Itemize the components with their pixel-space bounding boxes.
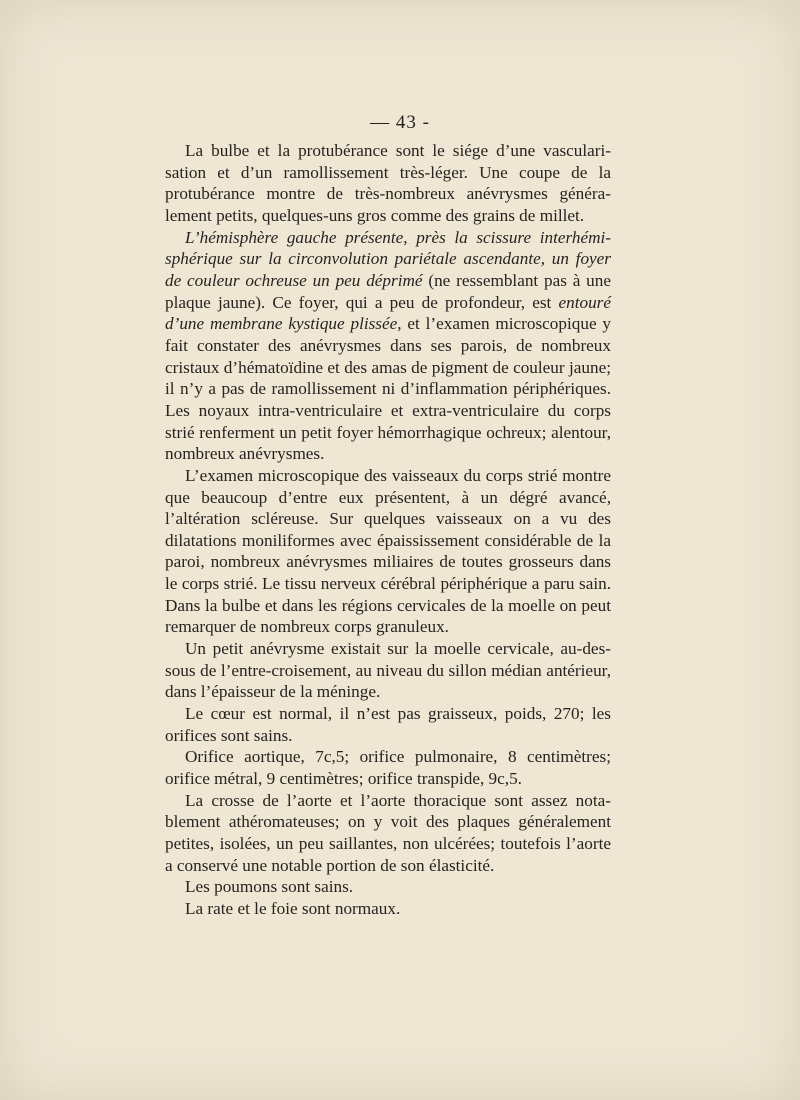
italic-text-segment: L’hémisphère gauche présente, près la scissure interhémisphérique sur la circonvolution pariétale ascendante, un foyer de couleur ochreuse un peu déprimé [165, 227, 611, 290]
paragraph [165, 465, 611, 638]
text-segment: (ne ressemblant pas à une plaque jaune). Ce foyer, qui a peu de profondeur, est [165, 270, 611, 312]
paragraph [165, 790, 611, 877]
page-number: — 43 - [370, 112, 430, 133]
text-segment: La bulbe et la protubérance sont le siége d’une vascularisation et d’un ramollissement très-léger. Une coupe de la protubérance montre de très-nombreux anévrysmes généralement petits, quelques-uns gros comme des grains de millet. [165, 141, 611, 225]
paragraph [165, 227, 611, 465]
text-segment: L’examen microscopique des vaisseaux du corps strié montre que beaucoup d’entre eux présentent, à un dégré avancé, l’altération scléreuse. Sur quelques vaisseaux on a vu des dilatations moniliformes avec épaississement considérable de la paroi, nombreux anévrysmes miliaires de toutes grosseurs dans le corps strié. Le tissu nerveux cérébral périphérique a paru sain. Dans la bulbe et dans les régions cervicales de la moelle on peut remarquer de nombreux corps granuleux. [165, 465, 611, 637]
italic-text-segment: entouré d’une membrane kystique plissée [165, 292, 611, 334]
text-segment: Les poumons sont sains. [185, 877, 354, 897]
text-segment: La rate et le foie sont normaux. [185, 898, 401, 918]
body-text [165, 140, 611, 920]
paragraph [165, 638, 611, 703]
paragraph [165, 876, 611, 898]
paragraph [165, 746, 611, 789]
text-segment: Orifice aortique, 7c,5; orifice pulmonaire, 8 centimètres; orifice métral, 9 centimètres; orifice transpide, 9c,5. [165, 747, 611, 789]
paragraph [165, 703, 611, 746]
text-segment: Un petit anévrysme existait sur la moelle cervicale, au-dessous de l’entre-croisement, au niveau du sillon médian antérieur, dans l’épaisseur de la méninge. [165, 639, 611, 702]
paragraph [165, 140, 611, 227]
text-segment: La crosse de l’aorte et l’aorte thoracique sont assez notablement athéromateuses; on y voit des plaques généralement petites, isolées, un peu saillantes, non ulcérées; toutefois l’aorte a conservé une notable portion de son élasticité. [165, 790, 611, 875]
text-segment: Le cœur est normal, il n’est pas graisseux, poids, 270; les orifices sont sains. [165, 704, 611, 745]
paragraph [165, 898, 611, 920]
text-segment: , et l’examen microscopique y fait constater des anévrysmes dans ses parois, de nombreux cristaux d’hématoïdine et des amas de pigment de couleur jaune; il n’y a pas de ramollissement ni d’inflammation périphériques. Les noyaux intra-ventriculaire et extra-ventriculaire du corps strié renferment un petit foyer hémorrhagique ochreux; alentour, nombreux anévrysmes. [165, 314, 611, 464]
